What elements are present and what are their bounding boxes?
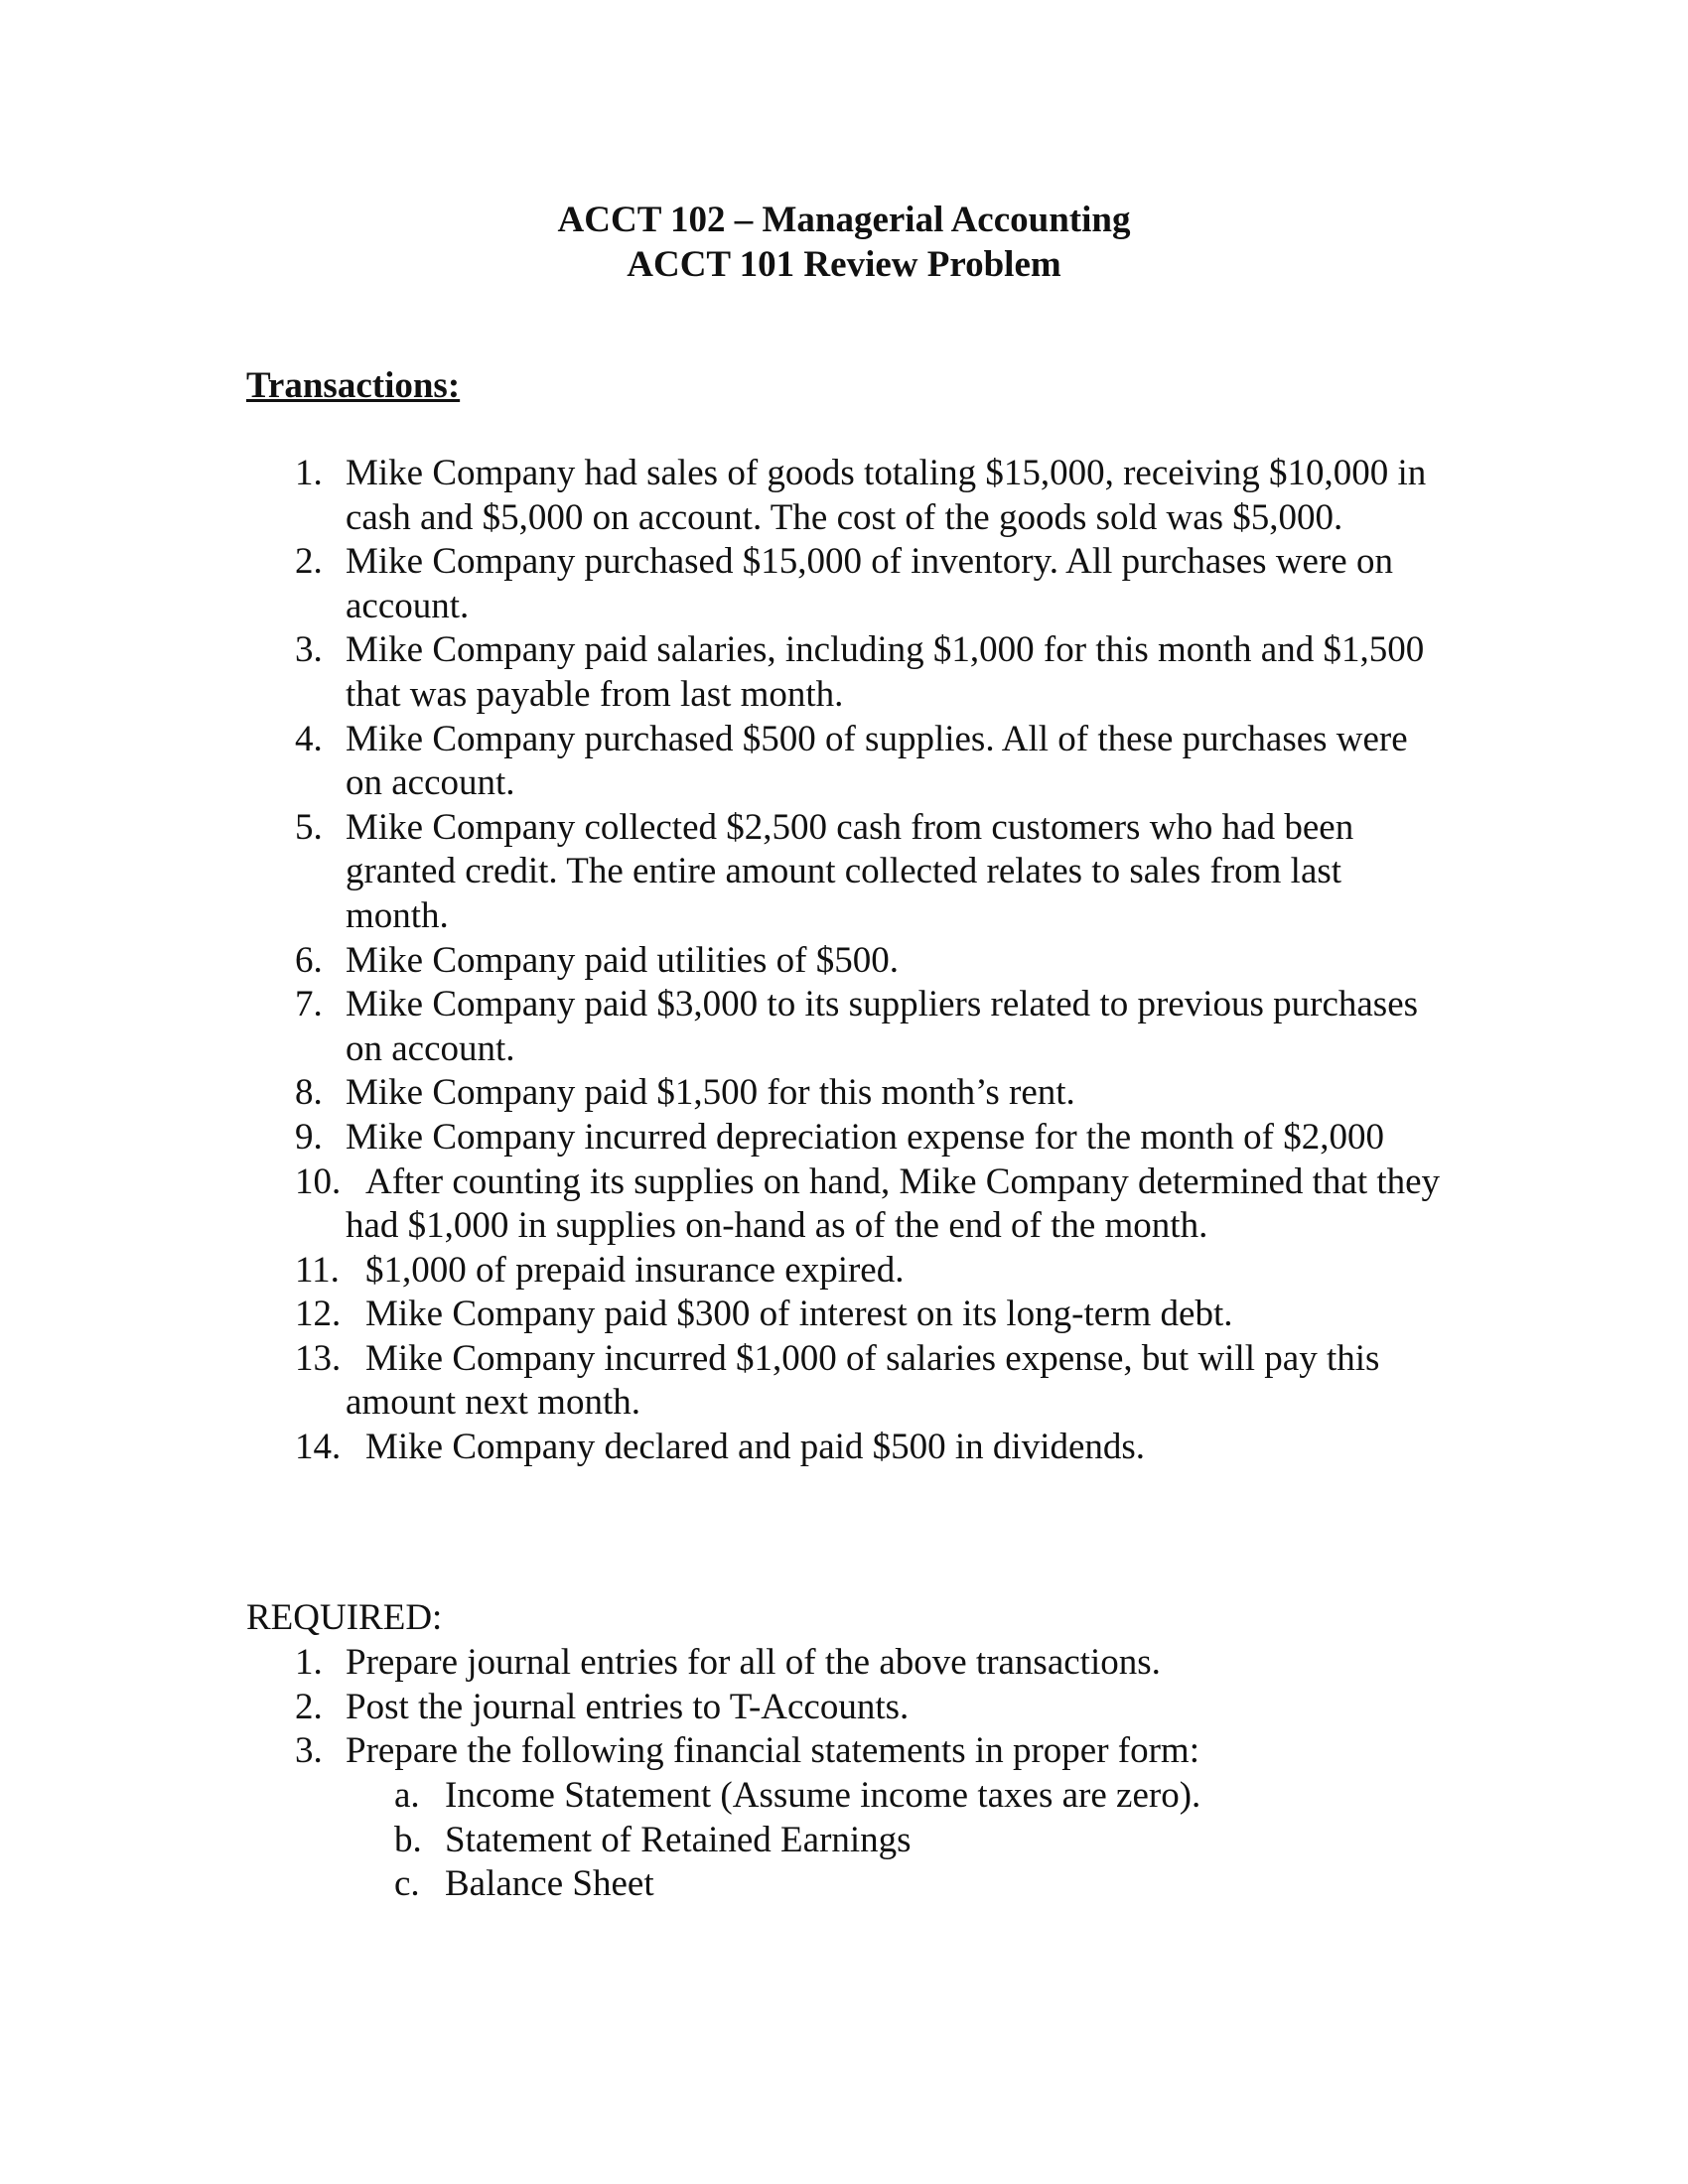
item-number: 14. — [295, 1427, 342, 1468]
item-number: 3. — [295, 1730, 323, 1772]
item-text: Post the journal entries to T-Accounts. — [346, 1686, 910, 1727]
item-text: Mike Company collected $2,500 cash from customers who had been granted credit. The entire amount collected relates to sales from last month. — [346, 806, 1354, 936]
list-item — [0, 983, 1448, 1071]
list-item — [0, 939, 1448, 984]
item-text: Income Statement (Assume income taxes are zero). — [445, 1775, 1201, 1816]
item-number: 2. — [295, 1686, 323, 1727]
item-number: 13. — [295, 1337, 342, 1379]
list-item — [0, 1774, 1688, 1819]
item-number: 10. — [295, 1160, 342, 1202]
item-number: 4. — [295, 718, 323, 759]
document-title: ACCT 102 – Managerial Accounting — [557, 200, 1131, 240]
item-number: 6. — [295, 939, 323, 981]
item-text: Prepare the following financial statements in proper form: — [346, 1730, 1199, 1772]
item-text: Mike Company incurred depreciation expense for the month of $2,000 — [346, 1116, 1384, 1158]
item-text: Mike Company paid utilities of $500. — [346, 939, 900, 981]
list-item — [0, 1337, 1448, 1426]
list-item — [0, 1071, 1448, 1116]
item-text: Mike Company paid $1,500 for this month’s rent. — [346, 1072, 1075, 1114]
item-text: Mike Company paid $3,000 to its suppliers related to previous purchases on account. — [346, 984, 1419, 1069]
list-item — [0, 718, 1448, 806]
list-item — [0, 1641, 1448, 1686]
list-item — [0, 1819, 1688, 1863]
item-number: 3. — [295, 629, 323, 671]
item-text: Mike Company declared and paid $500 in dividends. — [365, 1427, 1146, 1468]
item-number: 1. — [295, 1642, 323, 1683]
item-number: 7. — [295, 984, 323, 1025]
item-number: 9. — [295, 1116, 323, 1158]
item-letter: b. — [394, 1819, 422, 1860]
item-letter: a. — [394, 1775, 420, 1816]
list-item — [0, 1249, 1448, 1294]
list-item — [0, 628, 1448, 717]
item-letter: c. — [394, 1863, 420, 1905]
item-number: 5. — [295, 806, 323, 848]
item-text: Mike Company incurred $1,000 of salaries expense, but will pay this amount next month. — [346, 1337, 1380, 1424]
item-text: Mike Company purchased $15,000 of inventory. All purchases were on account. — [346, 541, 1393, 626]
list-item — [0, 452, 1448, 540]
list-item — [0, 1116, 1448, 1160]
item-number: 11. — [295, 1249, 340, 1291]
item-text: Balance Sheet — [445, 1863, 654, 1905]
item-text: Statement of Retained Earnings — [445, 1819, 912, 1860]
item-text: Mike Company purchased $500 of supplies. All of these purchases were on account. — [346, 718, 1408, 804]
item-text: $1,000 of prepaid insurance expired. — [365, 1249, 905, 1291]
transactions-list — [0, 452, 1688, 1470]
list-item — [0, 1686, 1448, 1730]
list-item — [0, 540, 1448, 628]
list-item — [0, 1160, 1448, 1249]
item-text: Mike Company had sales of goods totaling $15,000, receiving $10,000 in cash and $5,000 on account. The cost of the goods sold was $5,000. — [346, 453, 1427, 538]
list-item — [0, 1729, 1448, 1774]
item-number: 12. — [295, 1294, 342, 1335]
list-item — [0, 806, 1448, 939]
item-number: 1. — [295, 453, 323, 493]
required-list — [0, 1641, 1688, 1774]
item-number: 2. — [295, 541, 323, 583]
list-item — [0, 1426, 1448, 1470]
item-text: After counting its supplies on hand, Mike Company determined that they had $1,000 in supplies on-hand as of the end of the month. — [346, 1160, 1441, 1247]
item-number: 8. — [295, 1072, 323, 1114]
item-text: Mike Company paid salaries, including $1,000 for this month and $1,500 that was payable from last month. — [346, 629, 1425, 715]
required-heading: REQUIRED: — [246, 1597, 443, 1638]
item-text: Mike Company paid $300 of interest on its long-term debt. — [365, 1294, 1233, 1335]
transactions-heading: Transactions: — [246, 365, 461, 406]
list-item — [0, 1862, 1688, 1907]
document-subtitle: ACCT 101 Review Problem — [627, 244, 1061, 285]
item-text: Prepare journal entries for all of the above transactions. — [346, 1642, 1161, 1683]
statements-sublist — [0, 1774, 1688, 1907]
list-item — [0, 1293, 1448, 1337]
